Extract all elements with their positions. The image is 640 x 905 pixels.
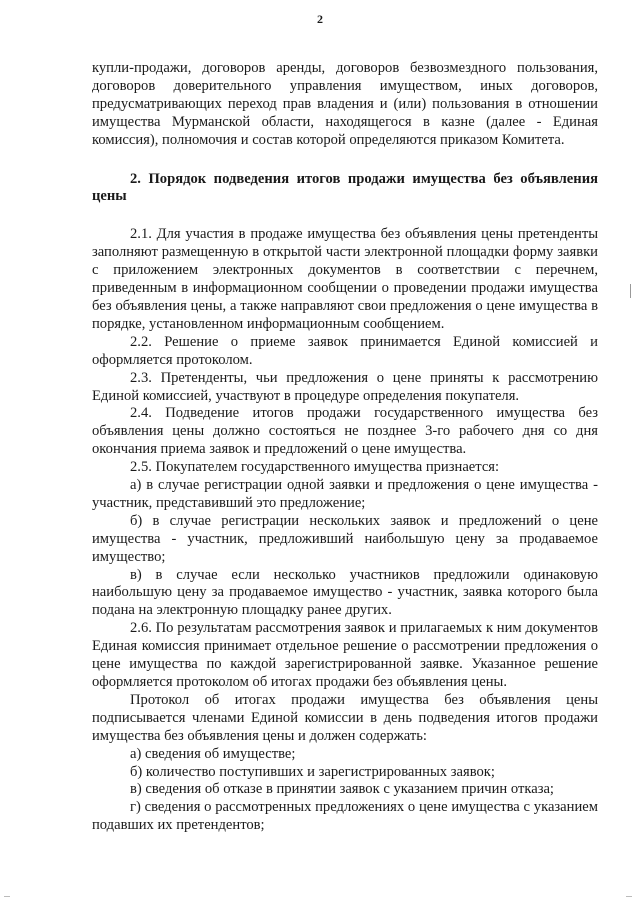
protocol-item-g: г) сведения о рассмотренных предложениях о цене имущества с указанием подавших их претендентов; [92, 799, 598, 834]
section-heading: 2. Порядок подведения итогов продажи имущества без объявления цены [92, 170, 598, 205]
protocol-item-a: а) сведения об имуществе; [130, 745, 296, 762]
paragraph-2-3: 2.3. Претенденты, чьи предложения о цене приняты к рассмотрению Единой комиссией, участвуют в процедуре определения покупателя. [92, 369, 598, 404]
list-item-b: б) в случае регистрации нескольких заявок и предложений о цене имущества - участник, предложивший наибольшую цену за продаваемое имущество; [92, 512, 598, 565]
protocol-paragraph: Протокол об итогах продажи имущества без объявления цены подписывается членами Единой комиссии в день подведения итогов продажи имущества без объявления цены и должен содержать: [92, 691, 598, 744]
protocol-item-v: в) сведения об отказе в принятии заявок с указанием причин отказа; [130, 781, 554, 798]
intro-paragraph: купли-продажи, договоров аренды, договоров безвозмездного пользования, договоров доверительного управления имуществом, иных договоров, предусматривающих переход прав владения и (или) пользования в отношении имущества Мурманской области, находящегося в казне (далее - Единая комиссия), полномочия и состав которой определяются приказом Комитета. [92, 60, 598, 148]
paragraph-2-5: 2.5. Покупателем государственного имущества признается: [130, 459, 500, 476]
list-item-v: в) в случае если несколько участников предложили одинаковую наибольшую цену за продаваемое имущество - участник, заявка которого была подана на электронную площадку ранее других. [92, 566, 598, 619]
list-item-a: а) в случае регистрации одной заявки и предложения о цене имущества - участник, представивший это предложение; [92, 477, 598, 511]
page-number: 2 [317, 12, 323, 26]
scan-margin-mark [630, 284, 631, 298]
protocol-item-b: б) количество поступивших и зарегистрированных заявок; [130, 763, 495, 780]
document-body [92, 60, 598, 835]
paragraph-2-1: 2.1. Для участия в продаже имущества без объявления цены претенденты заполняют размещенную в открытой части электронной площадки форму заявки с приложением электронных документов в соответствии с перечнем, приведенным в информационном сообщении о проведении продажи имущества без объявления цены, а также направляют свои предложения о цене имущества в порядке, установленном информационным сообщением. [92, 226, 598, 332]
scan-corner-mark-left [4, 896, 10, 897]
paragraph-2-4: 2.4. Подведение итогов продажи государственного имущества без объявления цены должно состояться не позднее 3-го рабочего дня со дня окончания приема заявок и предложений о цене имущества. [92, 405, 598, 458]
paragraph-2-6: 2.6. По результатам рассмотрения заявок и прилагаемых к ним документов Единая комиссия принимает отдельное решение о рассмотрении предложения о цене имущества по каждой зарегистрированной заявке. Указанное решение оформляется протоколом об итогах продажи без объявления цены. [92, 620, 598, 690]
paragraph-2-2: 2.2. Решение о приеме заявок принимается Единой комиссией и оформляется протоколом. [92, 333, 598, 368]
scan-corner-mark-right [626, 896, 632, 897]
